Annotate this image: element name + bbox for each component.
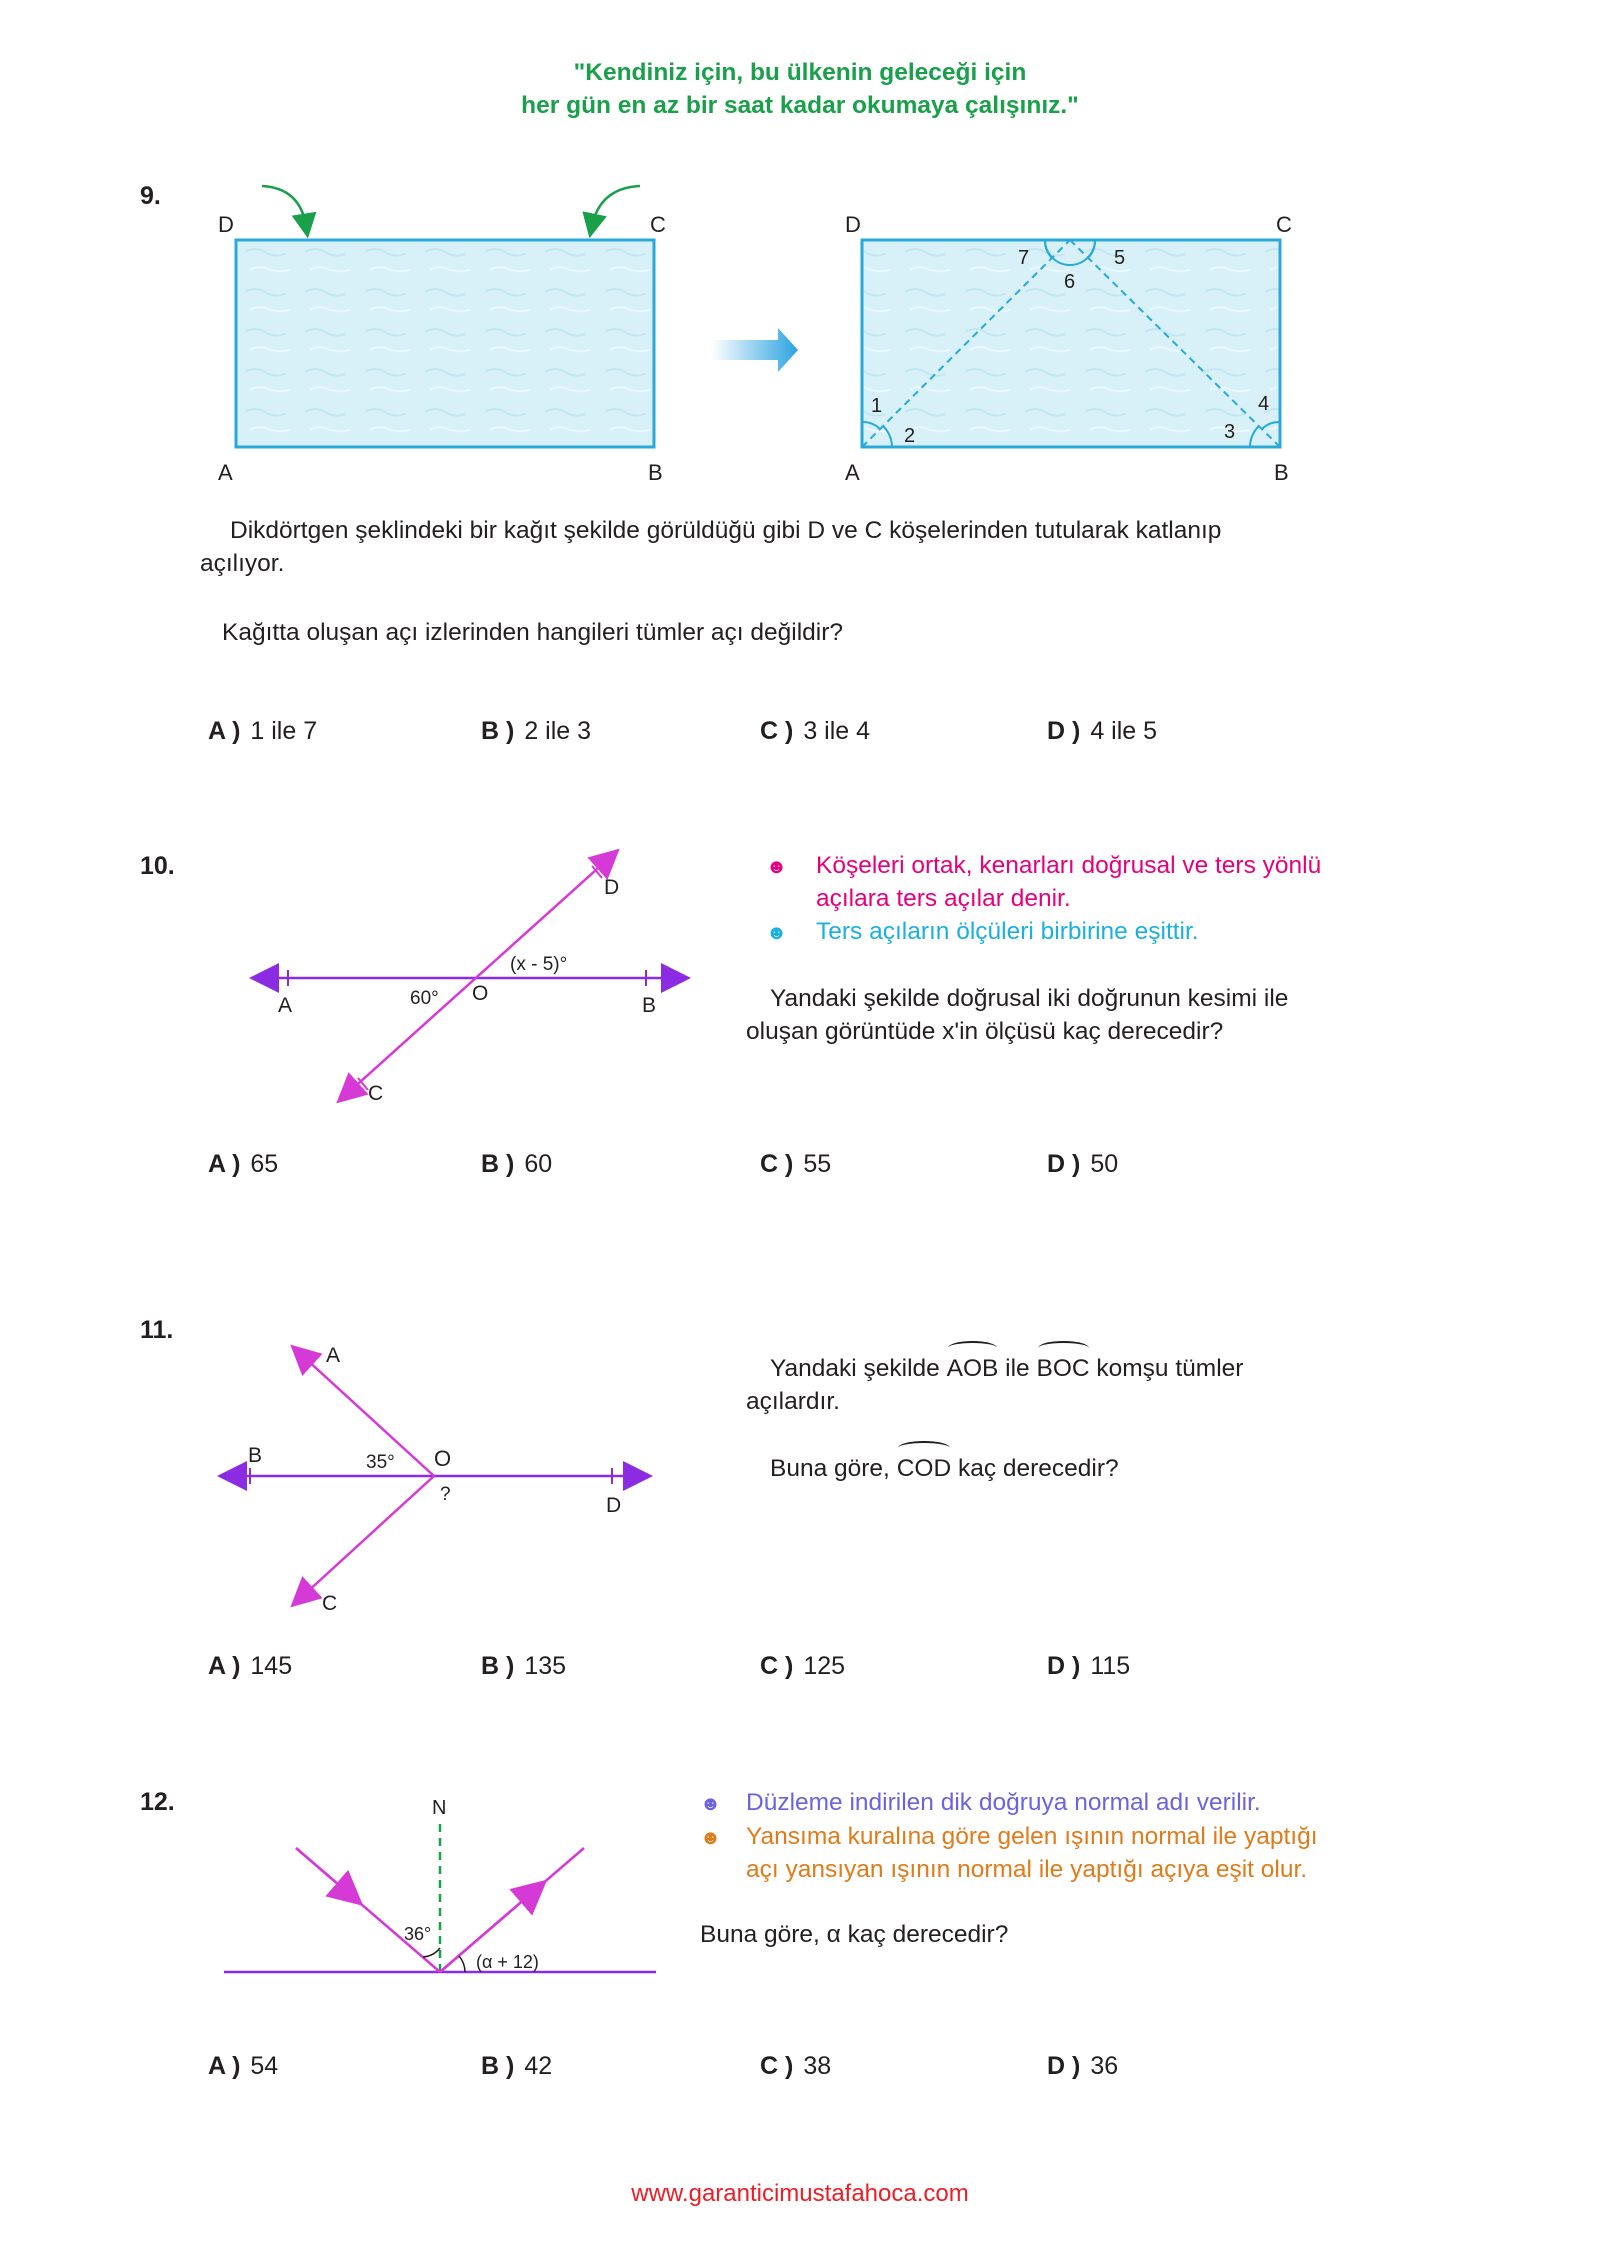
angle-label-3: 3: [1224, 421, 1236, 443]
option-letter: A ): [208, 1150, 241, 1178]
q10-label-O: O: [472, 982, 489, 1005]
option-value: 65: [250, 1150, 279, 1178]
q11-text-post: komşu tümler: [1089, 1355, 1244, 1382]
option-letter: C ): [760, 717, 794, 745]
q12-info-1: Düzleme indirilen dik doğruya normal adı verilir.: [746, 1789, 1261, 1816]
angle-label-6: 6: [1064, 271, 1076, 293]
option-value: 50: [1090, 1150, 1119, 1178]
left-label-A: A: [218, 460, 233, 485]
q10-angle-expr: (x - 5)°: [510, 954, 568, 975]
option-letter: B ): [481, 2052, 515, 2080]
angle-label-4: 4: [1258, 393, 1270, 415]
angle-label-2: 2: [904, 425, 916, 447]
q10-info-1a: Köşeleri ortak, kenarları doğrusal ve ters yönlü: [816, 852, 1322, 879]
right-label-C: C: [1276, 212, 1292, 237]
angle-cod: COD: [897, 1452, 951, 1485]
q10-angle-60: 60°: [410, 988, 439, 1009]
q12-option-c[interactable]: [760, 2052, 831, 2081]
option-letter: C ): [760, 2052, 794, 2080]
option-letter: B ): [481, 717, 515, 745]
smiley-icon: ☻: [700, 1827, 722, 1849]
option-value: 36: [1090, 2052, 1119, 2080]
q11-text-pre: Yandaki şekilde: [770, 1355, 947, 1382]
q10-info-2: Ters açıların ölçüleri birbirine eşittir.: [816, 918, 1199, 945]
q11-question-post: kaç derecedir?: [951, 1455, 1119, 1482]
smiley-icon: ☻: [766, 922, 788, 944]
footer-link[interactable]: www.garanticimustafahoca.com: [631, 2180, 969, 2207]
angle-arc-36: [423, 1948, 440, 1957]
right-label-A: A: [845, 460, 860, 485]
q11-label-O: O: [434, 1446, 452, 1471]
q10-text-line-2: oluşan görüntüde x'in ölçüsü kaç derecedir?: [746, 1018, 1224, 1045]
q11-label-A: A: [326, 1344, 341, 1367]
option-letter: D ): [1047, 2052, 1081, 2080]
option-value: 2 ile 3: [524, 717, 592, 745]
question-12-number: 12.: [140, 1788, 175, 1816]
question-11-number: 11.: [140, 1316, 174, 1344]
angle-arc-alpha: [459, 1956, 465, 1972]
option-value: 54: [250, 2052, 279, 2080]
smiley-icon: ☻: [766, 856, 788, 878]
angle-boc: BOC: [1037, 1352, 1090, 1385]
incident-ray-arrow: [296, 1848, 350, 1895]
option-value: 145: [250, 1652, 293, 1680]
left-label-B: B: [648, 460, 663, 485]
question-9-number: 9.: [140, 182, 161, 210]
option-letter: B ): [481, 1150, 515, 1178]
option-letter: A ): [208, 2052, 241, 2080]
q9-text-line-2: açılıyor.: [200, 550, 285, 577]
option-value: 55: [803, 1150, 832, 1178]
angle-aob: AOB: [947, 1352, 999, 1385]
q9-text-line-1: Dikdörtgen şeklindeki bir kağıt şekilde görüldüğü gibi D ve C köşelerinden tutularak katlanıp: [230, 517, 1222, 544]
q12-angle-36: 36°: [404, 1924, 432, 1944]
option-value: 38: [803, 2052, 832, 2080]
option-value: 42: [524, 2052, 553, 2080]
q10-info-1b: açılara ters açılar denir.: [816, 885, 1071, 912]
option-value: 135: [524, 1652, 567, 1680]
q12-angle-expr: (α + 12): [476, 1952, 539, 1972]
q11-text-line-2: açılardır.: [746, 1388, 840, 1415]
q11-question-pre: Buna göre,: [770, 1455, 897, 1482]
q12-option-b[interactable]: [481, 2052, 552, 2081]
left-label-C: C: [650, 212, 666, 237]
q12-info-2b: açı yansıyan ışının normal ile yaptığı açıya eşit olur.: [746, 1856, 1308, 1883]
angle-label-1: 1: [871, 395, 883, 417]
q12-option-a[interactable]: [208, 2052, 278, 2081]
option-value: 125: [803, 1652, 846, 1680]
left-label-D: D: [218, 212, 234, 237]
q11-text-mid: ile: [998, 1355, 1037, 1382]
q11-label-B: B: [248, 1444, 263, 1467]
right-label-D: D: [845, 212, 861, 237]
angle-label-5: 5: [1114, 247, 1126, 269]
option-letter: A ): [208, 717, 241, 745]
q12-question: Buna göre, α kaç derecedir?: [700, 1921, 1009, 1948]
angle-label-7: 7: [1018, 247, 1030, 269]
q11-angle-unknown: ?: [440, 1484, 451, 1505]
option-value: 60: [524, 1150, 553, 1178]
option-letter: D ): [1047, 1652, 1081, 1680]
right-label-B: B: [1274, 460, 1289, 485]
option-letter: C ): [760, 1150, 794, 1178]
q12-info-2a: Yansıma kuralına göre gelen ışının normal ile yaptığı: [746, 1823, 1318, 1850]
motto-line-2: her gün en az bir saat kadar okumaya çalışınız.": [521, 92, 1079, 119]
q10-label-C: C: [368, 1082, 384, 1105]
option-letter: A ): [208, 1652, 241, 1680]
q10-label-A: A: [278, 994, 293, 1017]
q11-label-C: C: [322, 1592, 338, 1615]
option-value: 1 ile 7: [250, 717, 318, 745]
option-value: 115: [1090, 1652, 1131, 1680]
q10-label-D: D: [604, 876, 620, 899]
option-value: 4 ile 5: [1090, 717, 1158, 745]
q9-question: Kağıtta oluşan açı izlerinden hangileri tümler açı değildir?: [222, 619, 844, 646]
motto-line-1: "Kendiniz için, bu ülkenin geleceği için: [573, 59, 1027, 86]
option-letter: D ): [1047, 1150, 1081, 1178]
q11-label-D: D: [606, 1494, 622, 1517]
option-value: 3 ile 4: [803, 717, 871, 745]
q10-text-line-1: Yandaki şekilde doğrusal iki doğrunun kesimi ile: [770, 985, 1289, 1012]
q11-angle-35: 35°: [366, 1452, 395, 1473]
option-letter: C ): [760, 1652, 794, 1680]
q12-option-d[interactable]: [1047, 2052, 1118, 2081]
question-10-number: 10.: [140, 852, 175, 880]
smiley-icon: ☻: [700, 1793, 722, 1815]
q10-label-B: B: [642, 994, 657, 1017]
option-letter: B ): [481, 1652, 515, 1680]
option-letter: D ): [1047, 717, 1081, 745]
q12-label-N: N: [432, 1797, 447, 1819]
